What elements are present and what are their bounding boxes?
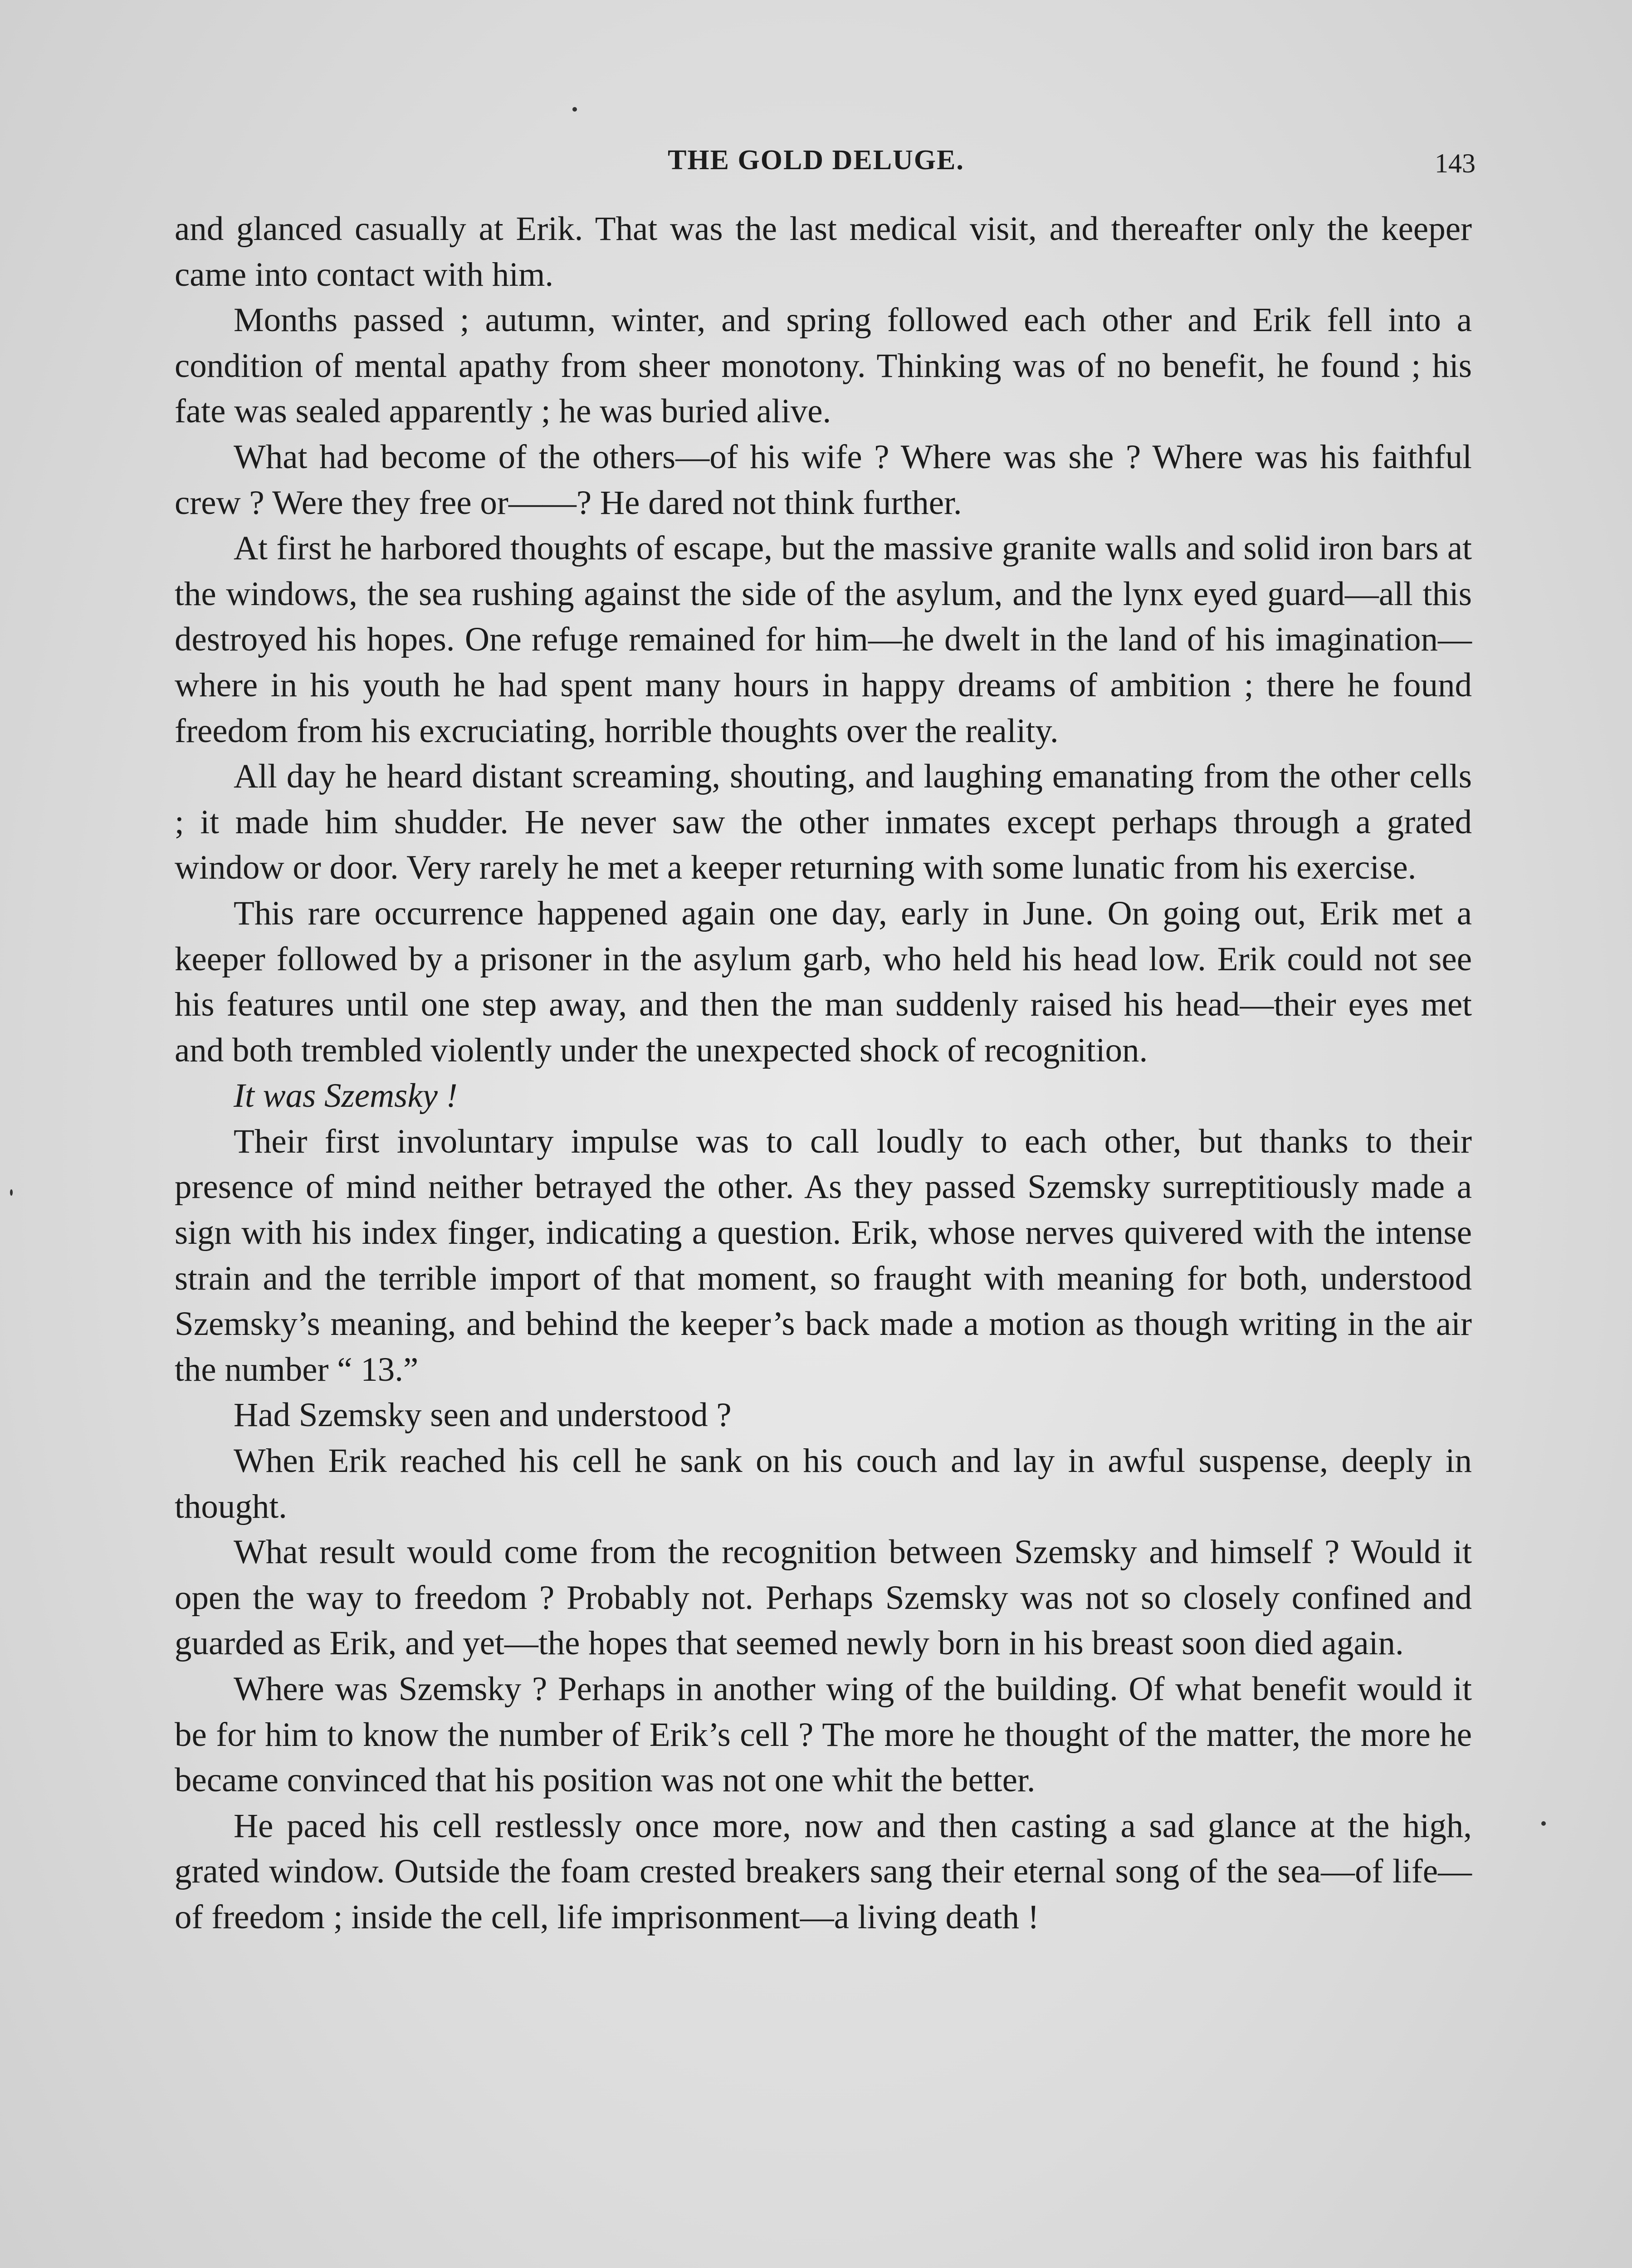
running-head: THE GOLD DELUGE.	[668, 145, 964, 176]
paragraph: Had Szemsky seen and understood ?	[234, 1396, 732, 1434]
paragraph: and glanced casually at Erik. That was the last medical visit, and thereafter only the keeper came into contact with him.	[175, 210, 1472, 293]
paragraph: This rare occurrence happened again one day, early in June. On going out, Erik met a keeper followed by a prisoner in the asylum garb, who held his head low. Erik could not see his features until one step away, and then the man suddenly raised his head—their eyes met and both trembled violently under the unexpected shock of recognition.	[175, 894, 1472, 1069]
page-number: 143	[1435, 148, 1476, 178]
body-text	[175, 206, 1472, 1941]
paragraph: All day he heard distant screaming, shouting, and laughing emanating from the other cells ; it made him shudder. He never saw the other inmates except perhaps through a grated window or door. Very rarely he met a keeper returning with some lunatic from his exercise.	[175, 758, 1472, 887]
page-header	[0, 144, 1632, 185]
paragraph: Their first involuntary impulse was to call loudly to each other, but thanks to their presence of mind neither betrayed the other. As they passed Szemsky surreptitiously made a sign with his index finger, indicating a question. Erik, whose nerves quivered with the intense strain and the terrible import of that moment, so fraught with meaning for both, understood Szemsky’s meaning, and behind the keeper’s back made a motion as though writing in the air the number “ 13.”	[175, 1122, 1472, 1388]
print-speck	[1541, 1821, 1546, 1826]
paragraph: It was Szemsky !	[234, 1077, 458, 1115]
print-speck	[572, 107, 577, 112]
paragraph: What result would come from the recognition between Szemsky and himself ? Would it open the way to freedom ? Probably not. Perhaps Szemsky was not so closely confined and guarded as Erik, and yet—the hopes that seemed newly born in his breast soon died again.	[175, 1533, 1472, 1662]
paragraph: Months passed ; autumn, winter, and spring followed each other and Erik fell into a condition of mental apathy from sheer monotony. Thinking was of no benefit, he found ; his fate was sealed apparently ; he was buried alive.	[175, 301, 1472, 430]
paragraph: At first he harbored thoughts of escape, but the massive granite walls and solid iron bars at the windows, the sea rushing against the side of the asylum, and the lynx eyed guard—all this destroyed his hopes. One refuge remained for him—he dwelt in the land of his imagination—where in his youth he had spent many hours in happy dreams of ambition ; there he found freedom from his excruciating, horrible thoughts over the reality.	[175, 529, 1472, 750]
paragraph: When Erik reached his cell he sank on his couch and lay in awful suspense, deeply in thought.	[175, 1442, 1472, 1525]
paragraph: He paced his cell restlessly once more, now and then casting a sad glance at the high, grated window. Outside the foam crested breakers sang their eternal song of the sea—of life—of freedom ; inside the cell, life imprisonment—a living death !	[175, 1807, 1472, 1936]
print-speck	[10, 1189, 13, 1196]
paragraph: What had become of the others—of his wife ? Where was she ? Where was his faithful crew ? Were they free or——? He dared not think further.	[175, 438, 1472, 522]
paragraph: Where was Szemsky ? Perhaps in another wing of the building. Of what benefit would it be for him to know the number of Erik’s cell ? The more he thought of the matter, the more he became convinced that his position was not one whit the better.	[175, 1670, 1472, 1799]
